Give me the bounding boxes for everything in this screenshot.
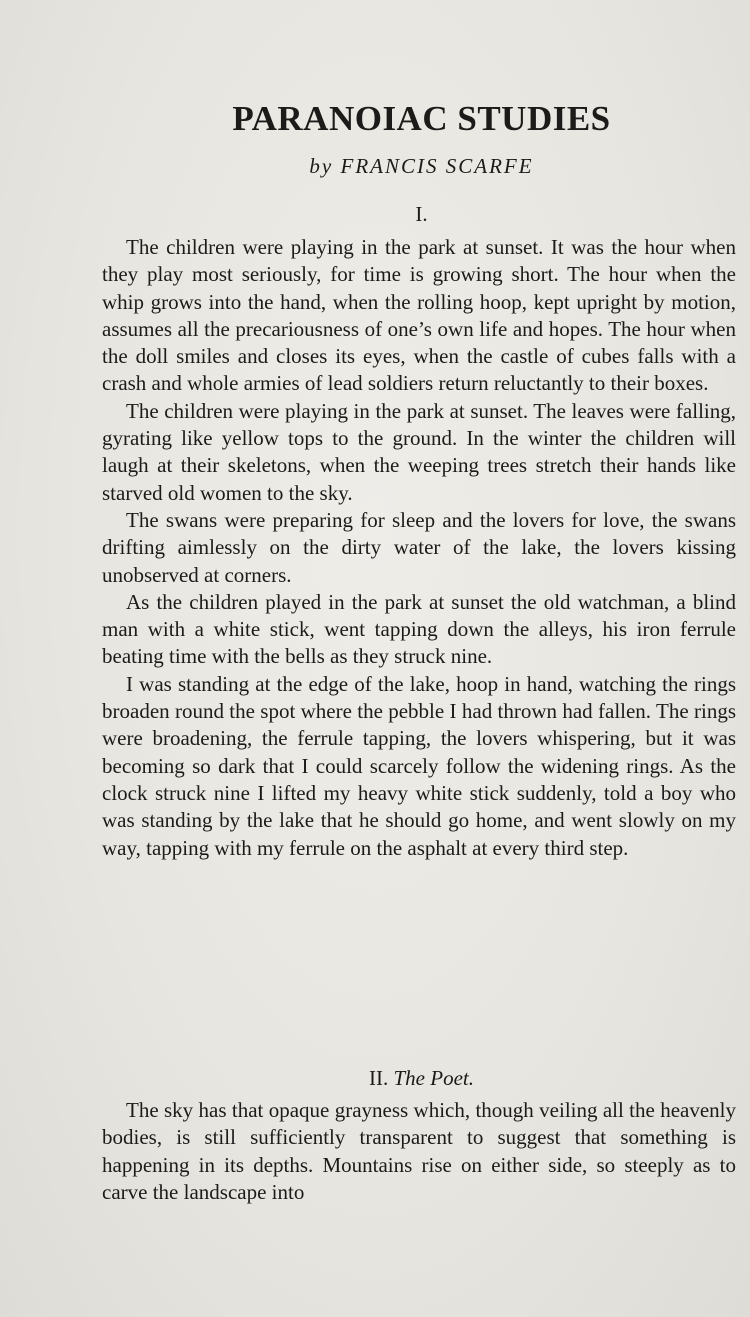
paragraph: The swans were preparing for sleep and the lovers for love, the swans drifting aimlessly on the dirty water of the lake, the lovers kissing unobserved at corners. xyxy=(102,507,736,587)
author-byline: by FRANCIS SCARFE xyxy=(309,154,534,178)
paragraph: The sky has that opaque grayness which, though veiling all the heavenly bodies, is still sufficiently transparent to suggest that something is happening in its depths. Mountains rise on either side, so steeply as to carve the landscape into xyxy=(102,1098,736,1204)
paragraph: The children were playing in the park at sunset. The leaves were falling, gyrating like yellow tops to the ground. In the winter the children will laugh at their skeletons, when the weeping trees stretch their hands like starved old women to the sky. xyxy=(102,398,736,505)
section-number: II. xyxy=(369,1066,389,1090)
paragraph: I was standing at the edge of the lake, hoop in hand, watching the rings broaden round the spot where the pebble I had thrown had fallen. The rings were broadening, the ferrule tapping, the lovers whispering, but it was becoming so dark that I could scarcely follow the widening rings. As the clock struck nine I lifted my heavy white stick suddenly, told a boy who was standing by the lake that he should go home, and went slowly on my way, tapping with my ferrule on the asphalt at every third step. xyxy=(102,671,736,860)
section-2-body xyxy=(102,1097,736,1206)
section-heading-2 xyxy=(0,1064,750,1092)
page-title: PARANOIAC STUDIES xyxy=(232,99,611,138)
paragraph: The children were playing in the park at sunset. It was the hour when they play most seriously, for time is growing short. The hour when the whip grows into the hand, when the rolling hoop, kept upright by motion, assumes all the precariousness of one’s own life and hopes. The hour when the doll smiles and closes its eyes, when the castle of cubes falls with a crash and whole armies of lead soldiers return reluctantly to their boxes. xyxy=(102,235,736,396)
section-title: The Poet. xyxy=(393,1066,474,1090)
section-heading-1: I. xyxy=(415,202,428,226)
section-1-body xyxy=(102,234,736,862)
paragraph: As the children played in the park at sunset the old watchman, a blind man with a white stick, went tapping down the alleys, his iron ferrule beating time with the bells as they struck nine. xyxy=(102,589,736,669)
